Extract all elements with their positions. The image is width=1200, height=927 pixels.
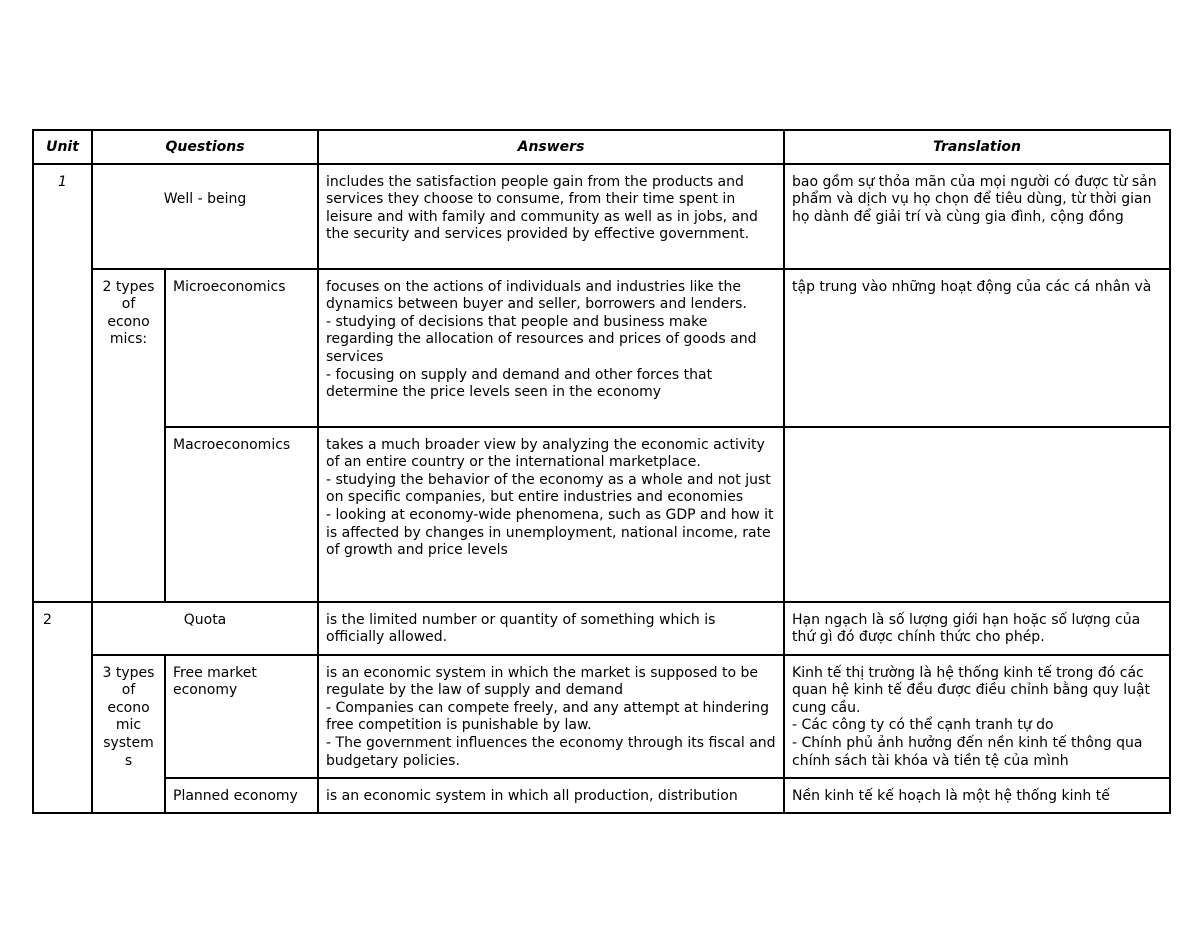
translation-cell — [784, 655, 1170, 778]
answer-cell — [318, 655, 784, 778]
answer-cell: includes the satisfaction people gain from the products and services they choose to consume, from their time spent in leisure and with family and community as well as in jobs, and the security and services provided by effective government. — [318, 164, 784, 269]
term-cell: Quota — [92, 602, 318, 655]
term-cell: Macroeconomics — [165, 427, 318, 602]
table-row — [33, 778, 1170, 813]
unit-number: 2 — [33, 602, 92, 813]
table-row — [33, 602, 1170, 655]
header-questions: Questions — [92, 130, 318, 164]
answer-cell — [318, 269, 784, 427]
table-row — [33, 427, 1170, 602]
answer-text: focuses on the actions of individuals and industries like the dynamics between buyer and seller, borrowers and lenders. - studying of decisions that people and business make regarding the allocation of resources and prices of goods and services - focusing on supply and demand and other forces that determine the price levels seen in the economy — [326, 278, 757, 401]
table-row — [33, 655, 1170, 778]
term-cell: Free market economy — [165, 655, 318, 778]
answer-text: is an economic system in which the market is supposed to be regulate by the law of supply and demand - Companies can compete freely, and any attempt at hindering free competition is punishable by law. - The government influences the economy through its fiscal and budgetary policies. — [326, 664, 776, 769]
answer-cell: is an economic system in which all production, distribution — [318, 778, 784, 813]
answer-cell: is the limited number or quantity of something which is officially allowed. — [318, 602, 784, 655]
translation-text: Kinh tế thị trường là hệ thống kinh tế trong đó các quan hệ kinh tế đều được điều chỉnh bằng quy luật cung cầu. - Các công ty có thể cạnh tranh tự do - Chính phủ ảnh hưởng đến nền kinh tế thông qua chính sách tài khóa và tiền tệ của mình — [792, 664, 1151, 769]
answer-cell — [318, 427, 784, 602]
translation-cell: bao gồm sự thỏa mãn của mọi người có được từ sản phẩm và dịch vụ họ chọn để tiêu dùng, từ thời gian họ dành để giải trí và cùng gia đình, cộng đồng — [784, 164, 1170, 269]
translation-cell: tập trung vào những hoạt động của các cá nhân và — [784, 269, 1170, 427]
header-answers: Answers — [318, 130, 784, 164]
table-row — [33, 269, 1170, 427]
header-unit: Unit — [33, 130, 92, 164]
unit-number: 1 — [33, 164, 92, 602]
header-translation: Translation — [784, 130, 1170, 164]
category-cell: 3 types of econo mic system s — [92, 655, 165, 813]
term-cell: Planned economy — [165, 778, 318, 813]
answer-text: takes a much broader view by analyzing the economic activity of an entire country or the international marketplace. - studying the behavior of the economy as a whole and not just on specific companies, but entire industries and economies - looking at economy-wide phenomena, such as GDP and how it is affected by changes in unemployment, national income, rate of growth and price levels — [326, 436, 774, 559]
category-cell: 2 types of econo mics: — [92, 269, 165, 602]
translation-cell — [784, 427, 1170, 602]
table-row — [33, 164, 1170, 269]
term-cell: Microeconomics — [165, 269, 318, 427]
translation-cell: Nền kinh tế kế hoạch là một hệ thống kinh tế — [784, 778, 1170, 813]
translation-cell: Hạn ngạch là số lượng giới hạn hoặc số lượng của thứ gì đó được chính thức cho phép. — [784, 602, 1170, 655]
header-row — [33, 130, 1170, 164]
vocabulary-table — [32, 129, 1171, 814]
term-cell: Well - being — [92, 164, 318, 269]
